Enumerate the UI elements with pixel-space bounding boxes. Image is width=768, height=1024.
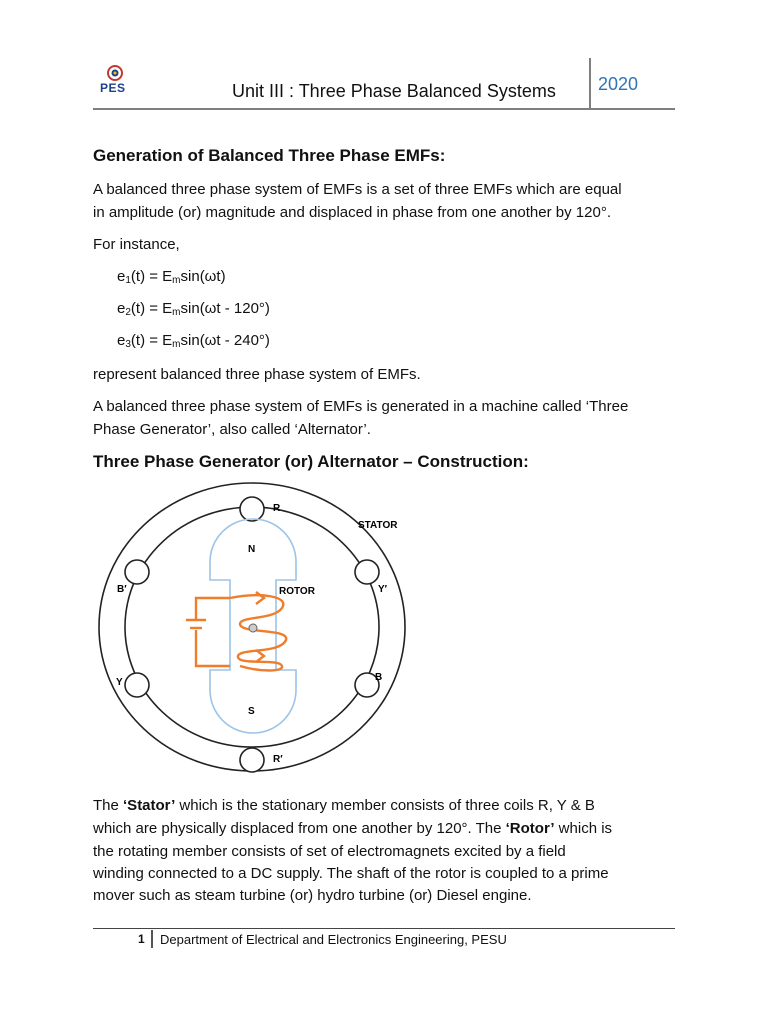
eq-subscript: m bbox=[172, 275, 181, 286]
eq-rhs: sin(ωt) bbox=[180, 268, 226, 285]
coil-slot-Y-prime bbox=[355, 560, 379, 584]
for-instance-text: For instance, bbox=[93, 236, 180, 253]
header-year: 2020 bbox=[598, 74, 639, 94]
footer-divider bbox=[151, 930, 153, 948]
equation-e1 bbox=[117, 268, 226, 286]
logo-text: PES bbox=[100, 81, 126, 95]
description-line bbox=[93, 794, 595, 817]
coil-slot-B-prime bbox=[125, 560, 149, 584]
text-run: which is bbox=[554, 820, 613, 837]
description-line: the rotating member consists of set of electromagnets excited by a field bbox=[93, 843, 566, 860]
header-rule bbox=[93, 108, 675, 110]
footer-text: Department of Electrical and Electronics Engineering, PESU bbox=[160, 932, 507, 947]
eq-lhs: e bbox=[117, 332, 126, 349]
paragraph-line: in amplitude (or) magnitude and displaced in phase from one another by 120°. bbox=[93, 204, 611, 221]
equation-e3 bbox=[117, 332, 270, 350]
eq-subscript: 3 bbox=[125, 339, 131, 350]
page-header-title: Unit III : Three Phase Balanced Systems bbox=[232, 81, 556, 101]
eq-mid: (t) = E bbox=[130, 332, 173, 349]
eq-subscript: 1 bbox=[125, 275, 131, 286]
paragraph-line: Phase Generator’, also called ‘Alternator’. bbox=[93, 421, 371, 438]
label-rotor: ROTOR bbox=[279, 586, 315, 597]
label-Y-prime: Y′ bbox=[378, 584, 388, 595]
eq-mid: (t) = E bbox=[130, 300, 173, 317]
label-B-prime: B′ bbox=[117, 584, 127, 595]
text-run: which is the stationary member consists of three coils R, Y & B bbox=[175, 797, 595, 814]
coil-slot-Y bbox=[125, 673, 149, 697]
eq-rhs: sin(ωt - 120°) bbox=[180, 300, 270, 317]
eq-lhs: e bbox=[117, 300, 126, 317]
section-heading-construction: Three Phase Generator (or) Alternator – Construction: bbox=[93, 452, 529, 471]
description-line: winding connected to a DC supply. The shaft of the rotor is coupled to a prime bbox=[93, 865, 609, 882]
footer-rule bbox=[93, 928, 675, 929]
label-stator: STATOR bbox=[358, 520, 398, 531]
represent-text: represent balanced three phase system of EMFs. bbox=[93, 366, 421, 383]
eq-subscript: m bbox=[172, 339, 181, 350]
text-run: The bbox=[93, 797, 124, 814]
field-winding bbox=[186, 592, 286, 671]
description-line: mover such as steam turbine (or) hydro turbine (or) Diesel engine. bbox=[93, 887, 532, 904]
page-number: 1 bbox=[138, 932, 145, 946]
coil-slot-R-prime bbox=[240, 748, 264, 772]
alternator-diagram bbox=[90, 480, 430, 780]
label-N: N bbox=[248, 544, 256, 555]
equation-e2 bbox=[117, 300, 270, 318]
label-B: B bbox=[375, 672, 383, 683]
paragraph-line: A balanced three phase system of EMFs is a set of three EMFs which are equal bbox=[93, 181, 622, 198]
label-Y: Y bbox=[116, 677, 123, 688]
label-R-prime: R′ bbox=[273, 754, 283, 765]
section-heading-generation: Generation of Balanced Three Phase EMFs: bbox=[93, 146, 446, 165]
coil-slot-R bbox=[240, 497, 264, 521]
eq-mid: (t) = E bbox=[130, 268, 173, 285]
label-R: R bbox=[273, 503, 281, 514]
rotor-shaft bbox=[249, 624, 257, 632]
text-run: which are physically displaced from one another by 120°. The bbox=[93, 820, 506, 837]
stator-term: ‘Stator’ bbox=[123, 797, 176, 814]
eq-rhs: sin(ωt - 240°) bbox=[180, 332, 270, 349]
rotor-term: ‘Rotor’ bbox=[505, 820, 555, 837]
paragraph-line: A balanced three phase system of EMFs is generated in a machine called ‘Three bbox=[93, 398, 629, 415]
eq-subscript: m bbox=[172, 307, 181, 318]
label-S: S bbox=[248, 706, 255, 717]
description-line bbox=[93, 817, 612, 840]
eq-lhs: e bbox=[117, 268, 126, 285]
eq-subscript: 2 bbox=[125, 307, 131, 318]
header-divider bbox=[589, 58, 591, 110]
